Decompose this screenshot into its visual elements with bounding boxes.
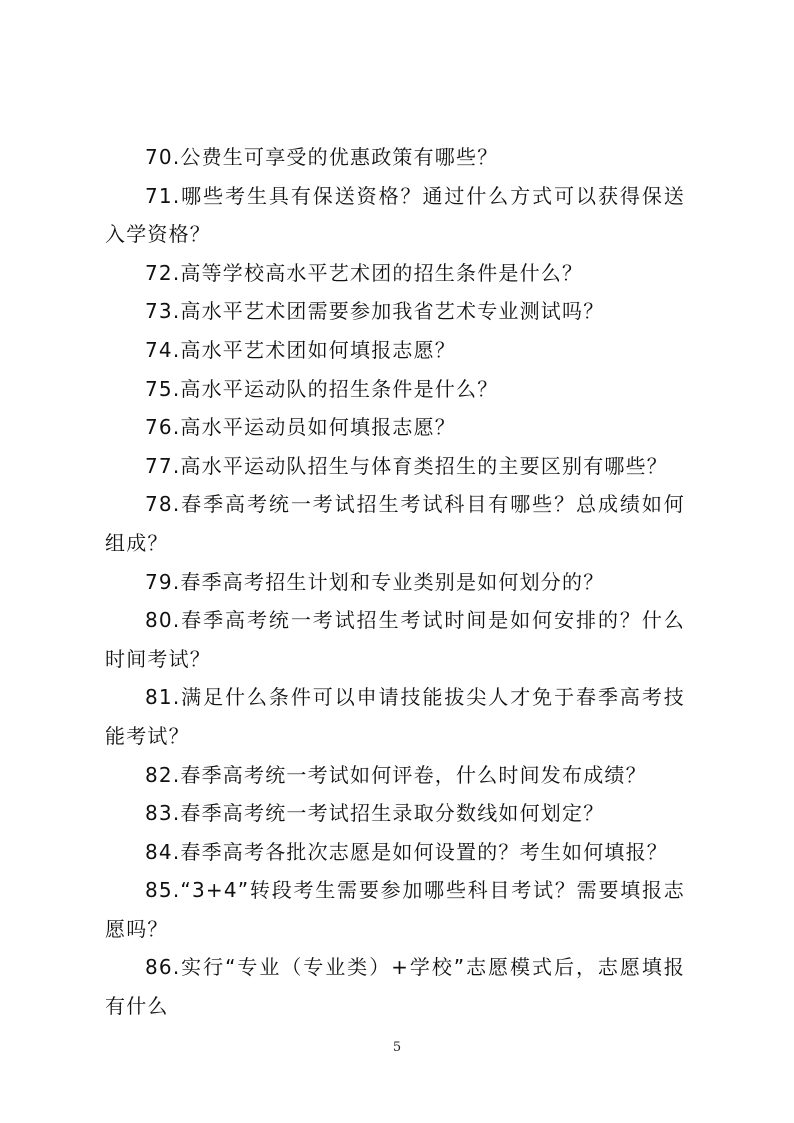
- question-76: 76.高水平运动员如何填报志愿？: [145, 415, 457, 440]
- question-75: 75.高水平运动队的招生条件是什么？: [145, 376, 499, 401]
- question-72: 72.高等学校高水平艺术团的招生条件是什么？: [145, 260, 584, 285]
- question-list: [105, 138, 685, 1026]
- page-number: 5: [392, 1040, 402, 1055]
- question-84: 84.春季高考各批次志愿是如何设置的？考生如何填报？: [145, 839, 669, 864]
- question-77: 77.高水平运动队招生与体育类招生的主要区别有哪些？: [145, 453, 669, 478]
- question-81: 81.满足什么条件可以申请技能拔尖人才免于春季高考技能考试？: [105, 685, 685, 748]
- question-73: 73.高水平艺术团需要参加我省艺术专业测试吗？: [145, 299, 605, 324]
- question-82: 82.春季高考统一考试如何评卷，什么时间发布成绩？: [145, 762, 647, 787]
- question-79: 79.春季高考招生计划和专业类别是如何划分的？: [145, 569, 605, 594]
- question-74: 74.高水平艺术团如何填报志愿？: [145, 337, 457, 362]
- question-70: 70.公费生可享受的优惠政策有哪些？: [145, 145, 499, 169]
- question-80: 80.春季高考统一考试招生考试时间是如何安排的？什么时间考试？: [105, 608, 685, 671]
- question-71: 71.哪些考生具有保送资格？通过什么方式可以获得保送入学资格？: [105, 183, 685, 247]
- question-85: 85.“3+4”转段考生需要参加哪些科目考试？需要填报志愿吗？: [105, 878, 685, 941]
- question-86: 86.实行“专业（专业类）+学校”志愿模式后，志愿填报有什么: [105, 955, 685, 1019]
- question-78: 78.春季高考统一考试招生考试科目有哪些？总成绩如何组成？: [105, 492, 685, 555]
- question-83: 83.春季高考统一考试招生录取分数线如何划定？: [145, 801, 605, 826]
